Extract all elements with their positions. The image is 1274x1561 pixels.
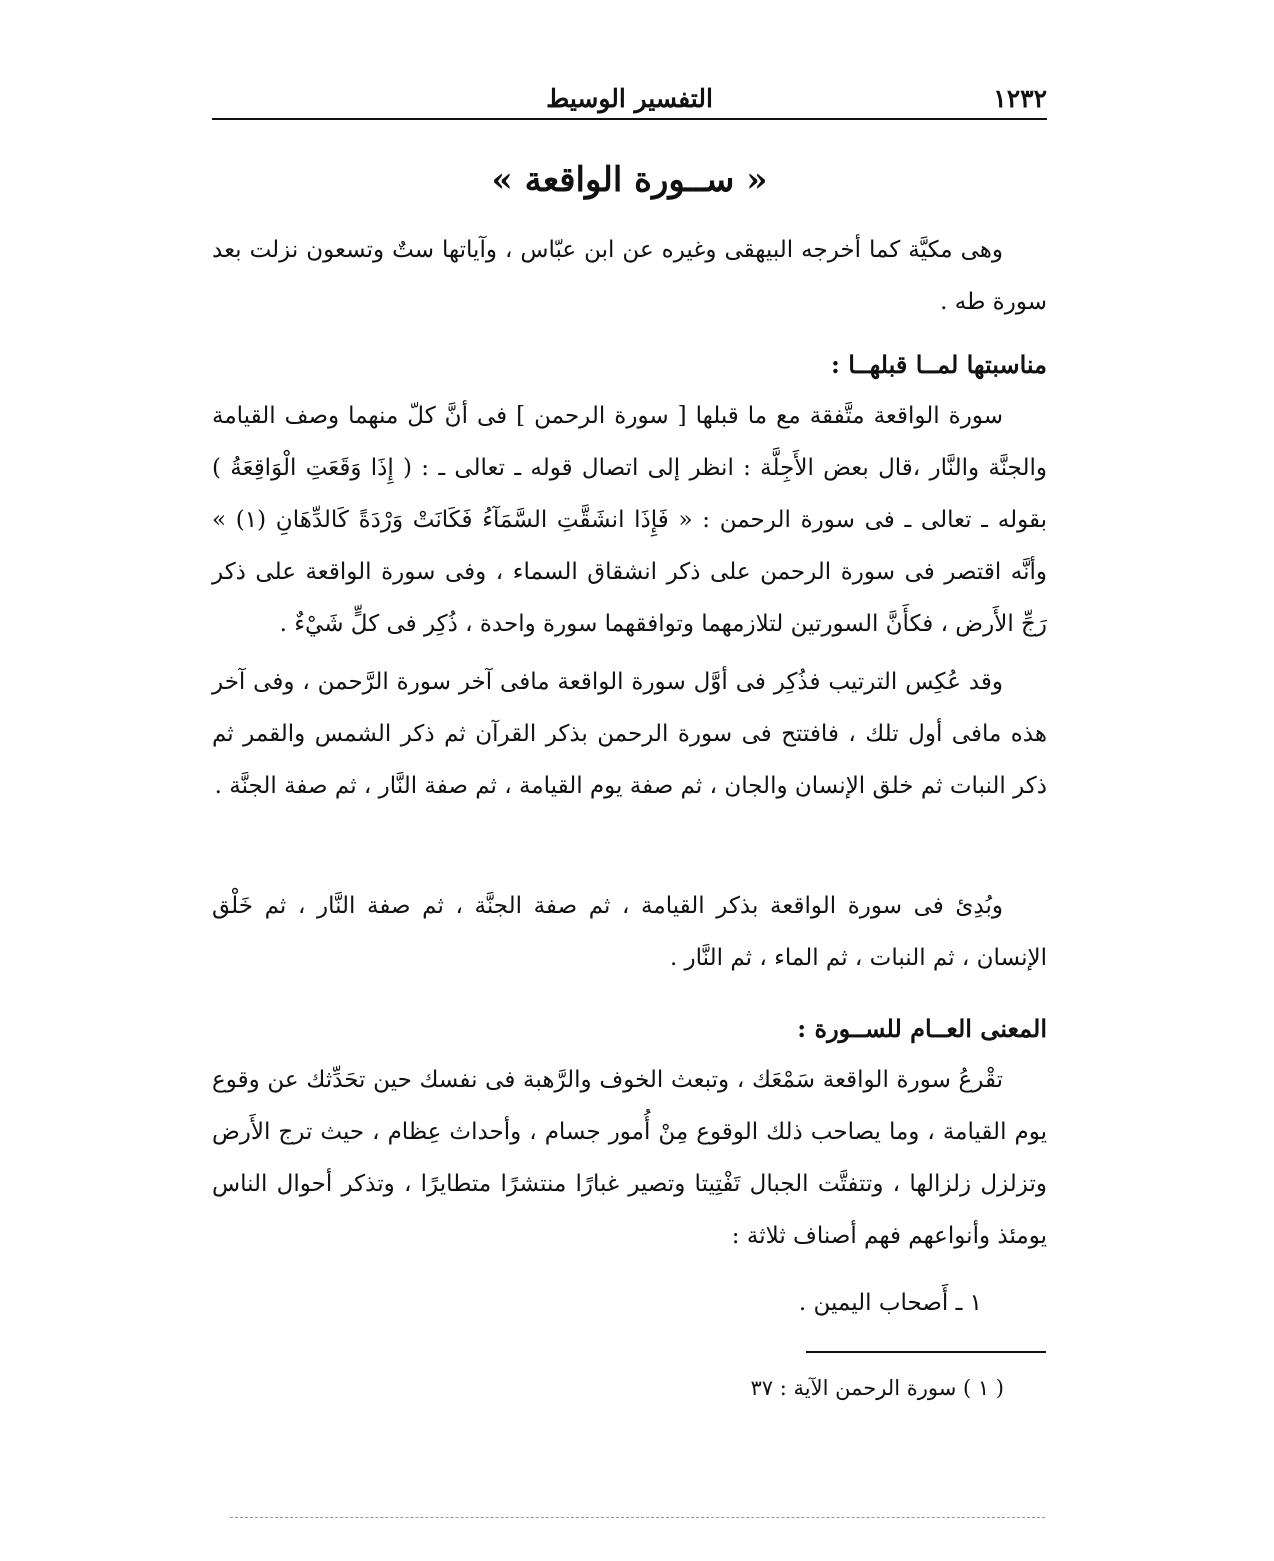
footnote: ( ١ ) سورة الرحمن الآية : ٣٧ [750,1376,1004,1400]
body-paragraph: وقد عُكِس الترتيب فذُكِر فى أوَّل سورة الواقعة مافى آخر سورة الرَّحمن ، وفى آخر هذه مافى أول تلك ، فافتتح فى سورة الرحمن بذكر القرآن ثم ذكر الشمس والقمر ثم ذكر النبات ثم خلق الإنسان والجان ، ثم صفة يوم القيامة ، ثم صفة النَّار ، ثم صفة الجنَّة . [212,669,1047,799]
intro-block [212,224,1047,328]
body-paragraph: وبُدِئ فى سورة الواقعة بذكر القيامة ، ثم صفة الجنَّة ، ثم صفة النَّار ، ثم خَلْق الإنسان ، ثم النبات ، ثم الماء ، ثم النَّار . [212,893,1047,971]
body-paragraph: تقْرعُ سورة الواقعة سَمْعَك ، وتبعث الخوف والرَّهبة فى نفسك حين تحَدِّثك عن وقوع يوم القيامة ، وما يصاحب ذلك الوقوع مِنْ أُمور جسام ، وأحداث عِظام ، حيث ترج الأَرض وتزلزل زلزالها ، وتتفتَّت الجبال تَفْتِيتا وتصير غبارًا منتشرًا متطايرًا ، وتذكر أحوال الناس يومئذ وأنواعهم فهم أصناف ثلاثة : [212,1067,1047,1249]
list-item: ١ ـ أَصحاب اليمين . [798,1290,982,1316]
page-number: ١٢٣٢ [993,84,1047,113]
surah-title: « ســورة الواقعة » [491,160,768,200]
section-meaning-body [212,1054,1047,1262]
body-paragraph: سورة الواقعة متَّفقة مع ما قبلها [ سورة الرحمن ] فى أنَّ كلّ منهما وصف القيامة والجنَّة والنَّار ،قال بعض الأَجِلَّة : انظر إلى اتصال قوله ـ تعالى ـ : ( إِذَا وَقَعَتِ الْوَاقِعَةُ ) بقوله ـ تعالى ـ فى سورة الرحمن : « فَإِذَا انشَقَّتِ السَّمَآءُ فَكَانَتْ وَرْدَةً كَالدِّهَانِ (١) » وأنَّه اقتصر فى سورة الرحمن على ذكر انشقاق السماء ، وفى سورة الواقعة على ذكر رَجِّ الأَرض ، فكأَنَّ السورتين لتلازمهما وتوافقهما سورة واحدة ، ذُكِر فى كلٍّ شَيْءٌ . [212,403,1047,637]
footnote-divider [806,1351,1046,1353]
section-heading-relation [212,350,1047,379]
section-heading-meaning [212,1014,1047,1043]
section-relation-body-2 [212,656,1047,812]
running-title: التفسير الوسيط [546,84,713,113]
section-heading-text: المعنى العــام للســورة : [797,1014,1047,1043]
page-bottom-edge [230,1517,1045,1518]
section-relation-body-3 [212,880,1047,984]
section-relation-body [212,390,1047,650]
intro-paragraph: وهى مكيَّة كما أخرجه البيهقى وغيره عن ابن عبّاس ، وآياتها ستٌ وتسعون نزلت بعد سورة طه . [212,237,1047,315]
running-header [212,78,1047,120]
section-heading-text: مناسبتها لمــا قبلهــا : [831,350,1047,379]
